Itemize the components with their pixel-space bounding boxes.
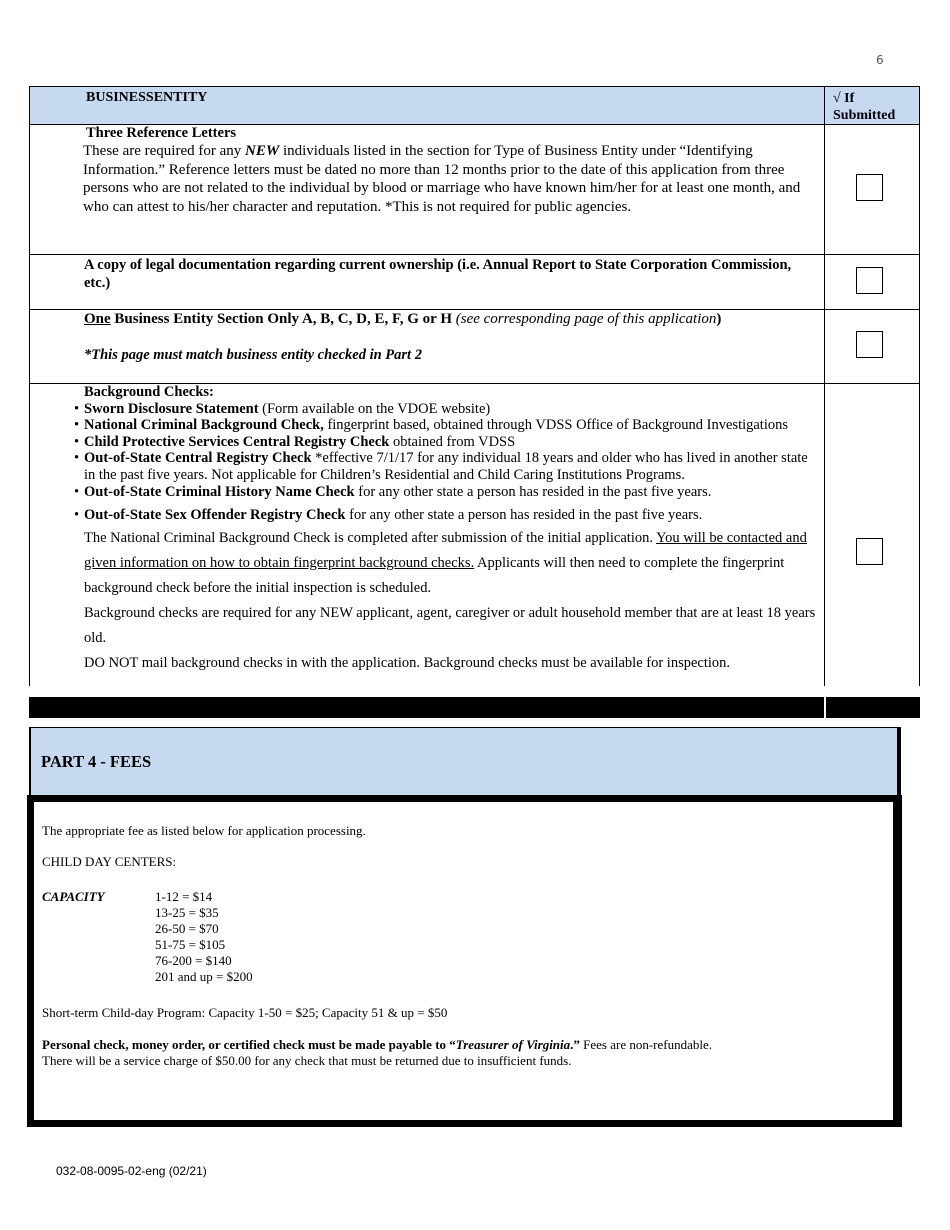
legal-documentation-checkbox[interactable] — [856, 267, 883, 294]
legal-documentation-item: A copy of legal documentation regarding current ownership (i.e. Annual Report to State Corporation Commission, etc.) — [84, 257, 792, 291]
part4-header — [29, 727, 901, 796]
list-item: 1-12 = $14 — [155, 889, 213, 904]
background-checks-checkbox[interactable] — [856, 538, 883, 565]
page-number: 6 — [876, 53, 884, 67]
background-paragraph-2: Background checks are required for any NEW applicant, agent, caregiver or adult household member that are at least 18 years old. — [84, 605, 816, 646]
list-item: 13-25 = $35 — [155, 905, 219, 920]
list-item: • Sworn Disclosure Statement (Form available on the VDOE website) — [84, 401, 819, 418]
background-paragraph-3: DO NOT mail background checks in with the application. Background checks must be available for inspection. — [84, 655, 731, 671]
reference-letters-title: Three Reference Letters — [86, 125, 237, 141]
header-if-submitted: √ If Submitted — [833, 91, 896, 123]
fee-intro: The appropriate fee as listed below for application processing. — [42, 823, 366, 838]
background-checks-item — [84, 384, 819, 676]
part4-fees-section — [27, 727, 902, 1129]
table-bottom-bar — [29, 697, 824, 718]
table-bottom-bar-right — [826, 697, 920, 718]
list-item: • Out-of-State Criminal History Name Check for any other state a person has resided in the past five years. — [84, 484, 819, 501]
list-item: 201 and up = $200 — [155, 969, 253, 984]
background-checks-title: Background Checks: — [84, 384, 214, 400]
background-paragraph-1: The National Criminal Background Check is completed after submission of the initial application. You will be contacted and given information on how to obtain fingerprint background checks. Applicants will then need to complete the fingerprint background check before the initial inspection is scheduled. — [84, 530, 807, 596]
business-entity-checklist — [29, 86, 920, 718]
business-entity-note: *This page must match business entity checked in Part 2 — [84, 347, 422, 363]
list-item: 76-200 = $140 — [155, 953, 232, 968]
list-item: • Out-of-State Sex Offender Registry Check for any other state a person has resided in the past five years. — [84, 507, 819, 524]
reference-letters-item — [83, 124, 818, 216]
capacity-label: CAPACITY — [42, 889, 105, 904]
payment-instructions: Personal check, money order, or certified check must be made payable to “Treasurer of Virginia.” Fees are non-refundable. — [42, 1037, 713, 1052]
list-item: • Child Protective Services Central Registry Check obtained from VDSS — [84, 434, 819, 451]
list-item: 51-75 = $105 — [155, 937, 226, 952]
capacity-list — [155, 889, 253, 985]
list-item: • Out-of-State Central Registry Check *effective 7/1/17 for any individual 18 years and older who has lived in another state in the past five years. Not applicable for Children’s Residential and Child Caring Institutions Programs. — [84, 450, 819, 483]
short-term-program-fees: Short-term Child-day Program: Capacity 1-50 = $25; Capacity 51 & up = $50 — [42, 1005, 448, 1020]
checklist-header — [29, 86, 920, 125]
reference-letters-text: These are required for any NEW individuals listed in the section for Type of Business Entity under “Identifying Information.” Reference letters must be dated no more than 12 months prior to the date of this application from three persons who are not related to the individual by blood or marriage who have known him/her for at least one month, and who can attest to his/her character and reputation. *This is not required for public agencies. — [83, 143, 801, 215]
list-item: • National Criminal Background Check, fingerprint based, obtained through VDSS Office of Background Investigations — [84, 417, 819, 434]
service-charge-note: There will be a service charge of $50.00 for any check that must be returned due to insufficient funds. — [42, 1053, 572, 1068]
business-entity-checkbox[interactable] — [856, 331, 883, 358]
reference-letters-checkbox[interactable] — [856, 174, 883, 201]
child-day-centers-label: CHILD DAY CENTERS: — [42, 854, 177, 869]
header-business-entity: BUSINESSENTITY — [86, 90, 208, 105]
form-number-footer: 032-08-0095-02-eng (02/21) — [56, 1164, 207, 1178]
list-item: 26-50 = $70 — [155, 921, 219, 936]
background-checks-list — [84, 401, 819, 524]
part4-title: PART 4 - FEES — [41, 752, 152, 771]
business-entity-section-item: One Business Entity Section Only A, B, C, D, E, F, G or H (see corresponding page of this application) *This page must match business entity checked in Part 2 — [84, 310, 819, 364]
part4-body — [27, 802, 902, 1120]
